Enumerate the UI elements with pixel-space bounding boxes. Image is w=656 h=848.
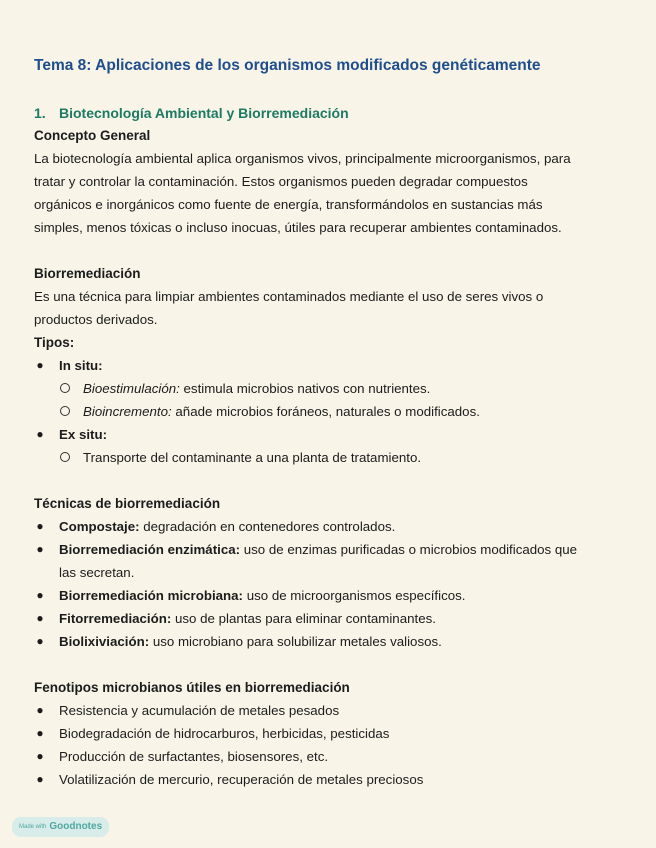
circle-bullet-icon bbox=[60, 406, 70, 416]
bullet-icon: ● bbox=[36, 588, 44, 602]
list-item bbox=[34, 630, 624, 653]
list-item bbox=[34, 607, 624, 630]
list-item bbox=[34, 538, 624, 584]
tipos-label: Tipos: bbox=[34, 335, 75, 350]
bullet-icon: ● bbox=[36, 519, 44, 533]
bullet-icon: ● bbox=[36, 772, 44, 786]
bullet-icon: ● bbox=[36, 611, 44, 625]
page-title: Tema 8: Aplicaciones de los organismos modificados genéticamente bbox=[34, 57, 541, 74]
sub-list-item bbox=[34, 446, 624, 469]
list-item bbox=[34, 722, 624, 745]
description: uso microbiano para solubilizar metales valiosos. bbox=[149, 634, 442, 649]
made-with-goodnotes-badge bbox=[12, 817, 109, 837]
in-situ-label: In situ: bbox=[59, 358, 103, 373]
bullet-icon: ● bbox=[36, 749, 44, 763]
concepto-heading: Concepto General bbox=[34, 128, 151, 143]
concepto-line: La biotecnología ambiental aplica organismos vivos, principalmente microorganismos, para bbox=[34, 151, 571, 166]
concepto-line: orgánicos e inorgánicos como fuente de energía, transformándolos en sustancias más bbox=[34, 197, 543, 212]
description: uso de microorganismos específicos. bbox=[243, 588, 466, 603]
list-item bbox=[34, 745, 624, 768]
bullet-icon: ● bbox=[36, 358, 44, 372]
description: añade microbios foráneos, naturales o modificados. bbox=[171, 404, 480, 419]
section-number: 1. bbox=[34, 105, 46, 121]
description: Volatilización de mercurio, recuperación de metales preciosos bbox=[59, 772, 424, 787]
list-item bbox=[34, 699, 624, 722]
description: degradación en contenedores controlados. bbox=[139, 519, 396, 534]
description: uso de enzimas purificadas o microbios modificados que bbox=[240, 542, 578, 557]
term: Bioestimulación: bbox=[83, 381, 180, 396]
section-heading bbox=[34, 102, 624, 124]
description: Producción de surfactantes, biosensores, etc. bbox=[59, 749, 329, 764]
badge-brand: Goodnotes bbox=[49, 821, 103, 832]
circle-bullet-icon bbox=[60, 452, 70, 462]
document-page bbox=[34, 52, 624, 791]
list-item bbox=[34, 354, 624, 377]
term: Biolixiviación: bbox=[59, 634, 150, 649]
description: Biodegradación de hidrocarburos, herbicidas, pesticidas bbox=[59, 726, 390, 741]
description: Transporte del contaminante a una planta de tratamiento. bbox=[83, 450, 422, 465]
tecnicas-heading: Técnicas de biorremediación bbox=[34, 496, 221, 511]
badge-prefix: Made with bbox=[19, 824, 47, 830]
fenotipos-heading: Fenotipos microbianos útiles en biorremediación bbox=[34, 680, 350, 695]
section-label: Biotecnología Ambiental y Biorremediación bbox=[59, 105, 349, 121]
term: Biorremediación enzimática: bbox=[59, 542, 241, 557]
concepto-line: tratar y controlar la contaminación. Estos organismos pueden degradar compuestos bbox=[34, 174, 528, 189]
biorremediacion-heading: Biorremediación bbox=[34, 266, 141, 281]
list-item bbox=[34, 423, 624, 446]
bullet-icon: ● bbox=[36, 542, 44, 556]
term: Bioincremento: bbox=[83, 404, 172, 419]
bullet-icon: ● bbox=[36, 703, 44, 717]
circle-bullet-icon bbox=[60, 383, 70, 393]
term: Fitorremediación: bbox=[59, 611, 172, 626]
sub-list-item bbox=[34, 377, 624, 400]
list-item bbox=[34, 515, 624, 538]
term: Compostaje: bbox=[59, 519, 140, 534]
concepto-line: simples, menos tóxicas o incluso inocuas, útiles para recuperar ambientes contaminados. bbox=[34, 220, 562, 235]
bullet-icon: ● bbox=[36, 634, 44, 648]
description-continued: las secretan. bbox=[59, 565, 135, 580]
bullet-icon: ● bbox=[36, 726, 44, 740]
description: Resistencia y acumulación de metales pesados bbox=[59, 703, 340, 718]
ex-situ-label: Ex situ: bbox=[59, 427, 108, 442]
list-item bbox=[34, 584, 624, 607]
list-item bbox=[34, 768, 624, 791]
bullet-icon: ● bbox=[36, 427, 44, 441]
term: Biorremediación microbiana: bbox=[59, 588, 243, 603]
description: estimula microbios nativos con nutrientes. bbox=[179, 381, 431, 396]
biorremediacion-line: productos derivados. bbox=[34, 312, 158, 327]
description: uso de plantas para eliminar contaminantes. bbox=[171, 611, 436, 626]
biorremediacion-line: Es una técnica para limpiar ambientes contaminados mediante el uso de seres vivos o bbox=[34, 289, 544, 304]
sub-list-item bbox=[34, 400, 624, 423]
